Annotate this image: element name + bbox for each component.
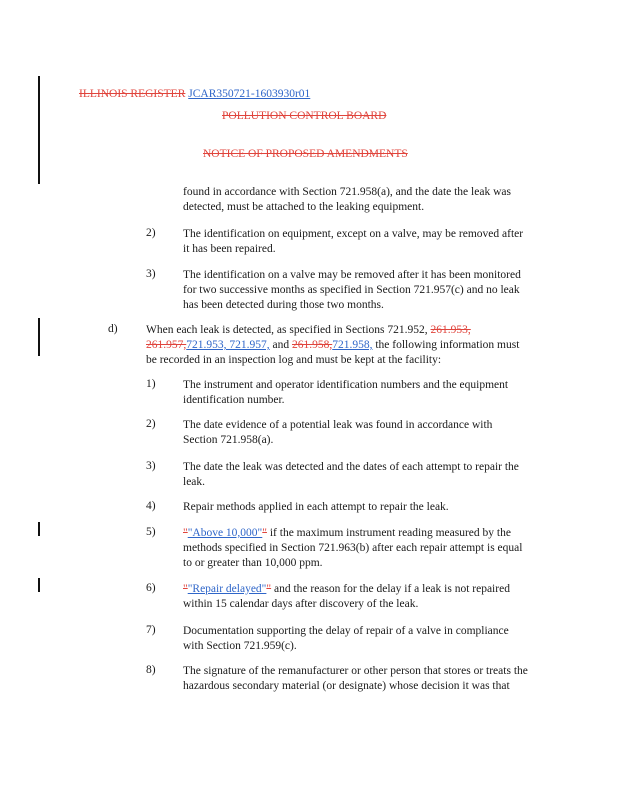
item-text: The date evidence of a potential leak was found in accordance with Section 721.958(a). [183,419,493,446]
item-text: ""Repair delayed"" and the reason for the delay if a leak is not repaired within 15 calendar days after discovery of the leak. [183,583,510,610]
item-number: 3) [146,268,156,280]
register-inserted: JCAR350721-1603930r01 [188,88,311,100]
item-text: The date the leak was detected and the dates of each attempt to repair the leak. [183,461,519,488]
change-bar [38,318,40,356]
item-number: 2) [146,227,156,239]
notice-title: NOTICE OF PROPOSED AMENDMENTS [203,148,408,160]
item-text: The identification on equipment, except on a valve, may be removed after it has been repaired. [183,228,524,255]
register-header [79,88,310,100]
item-number: 1) [146,378,156,390]
change-bar [38,522,40,536]
item-number: 3) [146,460,156,472]
item-text: Repair methods applied in each attempt to repair the leak. [183,501,449,513]
item-number: 5) [146,526,156,538]
item-number: 6) [146,582,156,594]
item-text: ""Above 10,000"" if the maximum instrument reading measured by the methods specified in Section 721.963(b) after each repair attempt is equal to or greater than 10,000 ppm. [183,527,523,569]
item-text: The signature of the remanufacturer or other person that stores or treats the hazardous secondary material (or designate) whose decision it was that [183,665,528,692]
item-number: 8) [146,664,156,676]
continuation-text: found in accordance with Section 721.958(a), and the date the leak was detected, must be attached to the leaking equipment. [183,186,511,213]
subsection-label: d) [108,323,118,335]
subsection-d-text: When each leak is detected, as specified in Sections 721.952, 261.953, 261.957,721.953, 721.957, and 261.958,721.958, the following information must be recorded in an inspection log and must be kept at the facility: [146,324,520,366]
item-text: The instrument and operator identification numbers and the equipment identification number. [183,379,509,406]
item-number: 7) [146,624,156,636]
change-bar [38,578,40,592]
item-text: The identification on a valve may be removed after it has been monitored for two successive months as specified in Section 721.957(c) and no leak has been detected during those two months. [183,269,521,311]
board-title: POLLUTION CONTROL BOARD [222,110,387,122]
item-number: 2) [146,418,156,430]
register-struck: ILLINOIS REGISTER [79,88,186,100]
item-text: Documentation supporting the delay of repair of a valve in compliance with Section 721.959(c). [183,625,509,652]
change-bar [38,76,40,184]
item-number: 4) [146,500,156,512]
